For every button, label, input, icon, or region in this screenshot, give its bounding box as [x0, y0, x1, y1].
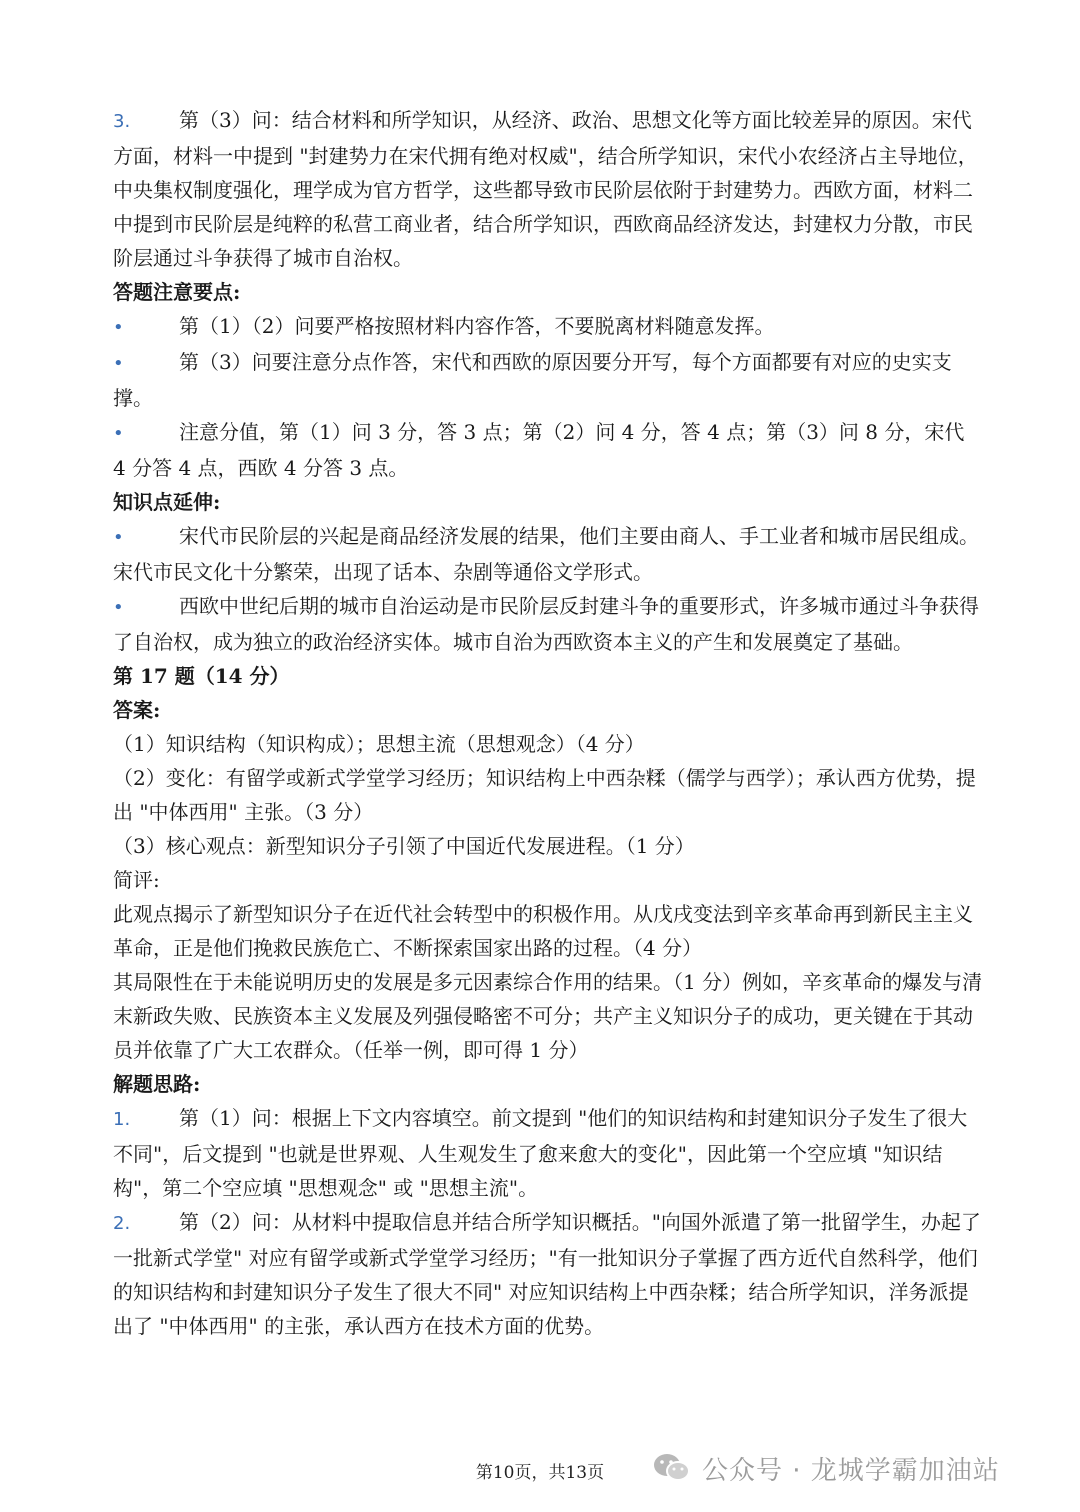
approach-text: 第（2）问：从材料中提取信息并结合所学知识概括。"向国外派遣了第一批留学生，办起了一批新式学堂" 对应有留学或新式学堂学习经历；"有一批知识分子掌握了西方近代自然科学，他们的知识结构和封建知识分子发生了很大不同" 对应知识结构上中西杂糅；结合所学知识，洋务派提出了 "中体西用" 的主张，承认西方在技术方面的优势。: [113, 1210, 981, 1338]
q16-item-3-text: 第（3）问：结合材料和所学知识，从经济、政治、思想文化等方面比较差异的原因。宋代方面，材料一中提到 "封建势力在宋代拥有绝对权威"，结合所学知识，宋代小农经济占主导地位，中央集权制度强化，理学成为官方哲学，这些都导致市民阶层依附于封建势力。西欧方面，材料二中提到市民阶层是纯粹的私营工商业者，结合所学知识，西欧商品经济发达，封建权力分散，市民阶层通过斗争获得了城市自治权。: [113, 108, 978, 270]
note-text: 注意分值，第（1）问 3 分，答 3 点；第（2）问 4 分，答 4 点；第（3）问 8 分，宋代 4 分答 4 点，西欧 4 分答 3 点。: [113, 420, 965, 480]
extend-item: [113, 589, 983, 659]
answer-line: （3）核心观点：新型知识分子引领了中国近代发展进程。（1 分）: [113, 834, 695, 858]
extend-heading: 知识点延伸:: [113, 490, 221, 514]
q16-item-3: [113, 103, 983, 275]
approach-heading: 解题思路:: [113, 1072, 201, 1096]
watermark: [652, 1446, 1000, 1490]
list-number: 2.: [113, 1213, 131, 1234]
answer-line: （2）变化：有留学或新式学堂学习经历；知识结构上中西杂糅（儒学与西学）；承认西方优势，提出 "中体西用" 主张。（3 分）: [113, 766, 976, 824]
answer-line: （1）知识结构（知识构成）；思想主流（思想观念）（4 分）: [113, 732, 645, 756]
approach-item-1: [113, 1101, 983, 1205]
approach-text: 第（1）问：根据上下文内容填空。前文提到 "他们的知识结构和封建知识分子发生了很大不同"，后文提到 "也就是世界观、人生观发生了愈来愈大的变化"，因此第一个空应填 "知识结构"，第二个空应填 "思想观念" 或 "思想主流"。: [113, 1106, 968, 1200]
wechat-icon: [652, 1451, 692, 1485]
bullet-icon: •: [113, 317, 124, 338]
approach-item-2: [113, 1205, 983, 1343]
page-footer: 第10页，共13页: [475, 1463, 605, 1483]
list-number: 3.: [113, 111, 131, 132]
extend-text: 西欧中世纪后期的城市自治运动是市民阶层反封建斗争的重要形式，许多城市通过斗争获得了自治权，成为独立的政治经济实体。城市自治为西欧资本主义的产生和发展奠定了基础。: [113, 594, 979, 654]
notes-heading: 答题注意要点:: [113, 280, 241, 304]
bullet-icon: •: [113, 527, 124, 548]
comment-label: 简评:: [113, 868, 160, 892]
bullet-icon: •: [113, 423, 124, 444]
comment-paragraph: 其局限性在于未能说明历史的发展是多元因素综合作用的结果。（1 分）例如，辛亥革命的爆发与清末新政失败、民族资本主义发展及列强侵略密不可分；共产主义知识分子的成功，更关键在于其动员并依靠了广大工农群众。（任举一例，即可得 1 分）: [113, 970, 983, 1062]
document-body: [113, 103, 983, 1343]
bullet-icon: •: [113, 597, 124, 618]
list-number: 1.: [113, 1109, 131, 1130]
note-text: 第（1）（2）问要严格按照材料内容作答，不要脱离材料随意发挥。: [179, 314, 775, 338]
note-text: 第（3）问要注意分点作答，宋代和西欧的原因要分开写，每个方面都要有对应的史实支撑。: [113, 350, 952, 410]
bullet-icon: •: [113, 353, 124, 374]
note-item: [113, 415, 983, 485]
extend-item: [113, 519, 983, 589]
note-item: [113, 309, 983, 345]
extend-text: 宋代市民阶层的兴起是商品经济发展的结果，他们主要由商人、手工业者和城市居民组成。宋代市民文化十分繁荣，出现了话本、杂剧等通俗文学形式。: [113, 524, 979, 584]
answer-heading: 答案:: [113, 698, 161, 722]
watermark-text: 公众号 · 龙城学霸加油站: [702, 1455, 1000, 1486]
q17-title: 第 17 题（14 分）: [113, 664, 290, 688]
comment-paragraph: 此观点揭示了新型知识分子在近代社会转型中的积极作用。从戊戌变法到辛亥革命再到新民主主义革命，正是他们挽救民族危亡、不断探索国家出路的过程。（4 分）: [113, 902, 973, 960]
note-item: [113, 345, 983, 415]
